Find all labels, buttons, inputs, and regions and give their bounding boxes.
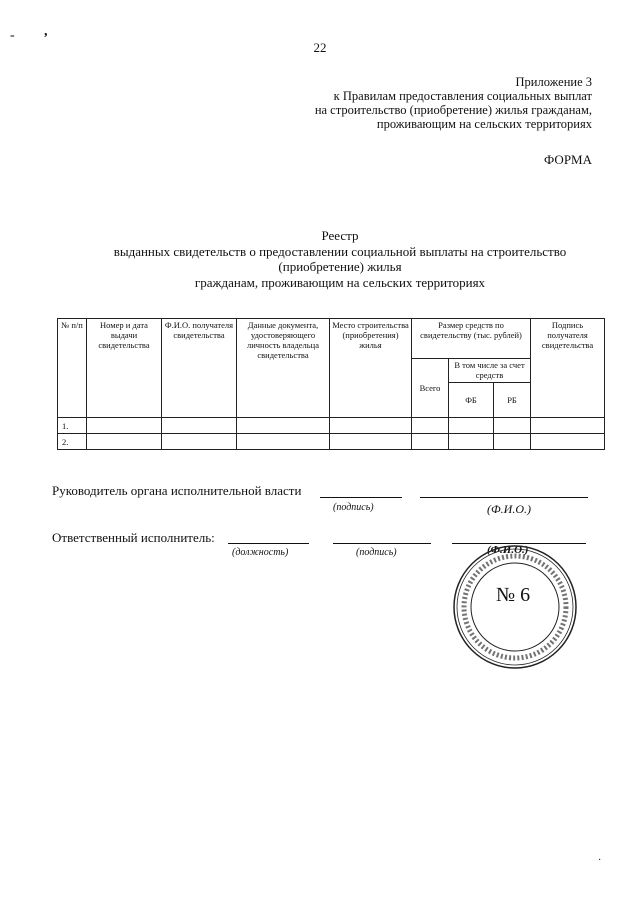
executor-sign-caption: (подпись)	[356, 547, 397, 558]
executor-position-line	[228, 543, 309, 544]
row-num: 2.	[58, 434, 87, 450]
table-cell	[330, 434, 412, 450]
registry-title-line: гражданам, проживающим на сельских территориях	[194, 274, 486, 290]
appendix-line: на строительство (приобретение) жилья гражданам,	[314, 103, 592, 117]
row-num: 1.	[58, 418, 87, 434]
head-signature-line	[320, 497, 402, 498]
scan-mark: ,	[44, 24, 48, 39]
registry-table	[57, 318, 605, 450]
header-including: В том числе за счет средств	[449, 359, 531, 383]
header-amount: Размер средств по свидетельству (тыс. рублей)	[412, 319, 531, 359]
registry-title-line: (приобретение) жилья	[278, 259, 402, 274]
table-cell	[87, 418, 162, 434]
official-stamp	[452, 544, 578, 670]
page-number: 22	[313, 40, 327, 55]
table-cell	[87, 434, 162, 450]
table-cell	[494, 434, 531, 450]
executor-label: Ответственный исполнитель:	[52, 530, 215, 545]
registry-title: Реестр	[321, 228, 359, 243]
header-place: Место строительства (приобретения) жилья	[330, 319, 412, 418]
scan-mark: -	[10, 28, 15, 43]
table-cell	[162, 434, 237, 450]
head-fio-line	[420, 497, 588, 498]
scan-mark: ·	[598, 855, 602, 866]
header-signature: Подпись получателя свидетельства	[531, 319, 605, 418]
header-num: № п/п	[58, 319, 87, 418]
table-cell	[449, 434, 494, 450]
table-cell	[531, 418, 605, 434]
table-row	[58, 418, 605, 434]
registry-title-block	[80, 228, 600, 290]
table-cell	[412, 418, 449, 434]
head-fio-caption: (Ф.И.О.)	[487, 502, 531, 516]
executor-signature-line	[333, 543, 431, 544]
table-cell	[531, 434, 605, 450]
table-cell	[237, 418, 330, 434]
stamp-number: № 6	[496, 584, 531, 606]
header-document: Данные документа, удостоверяющего личность владельца свидетельства	[237, 319, 330, 418]
executor-position-caption: (должность)	[232, 547, 289, 558]
table-cell	[330, 418, 412, 434]
appendix-header	[315, 75, 592, 131]
table-cell	[237, 434, 330, 450]
table-cell	[412, 434, 449, 450]
form-label: ФОРМА	[544, 152, 592, 167]
registry-title-line: выданных свидетельств о предоставлении социальной выплаты на строительство	[113, 243, 567, 259]
header-fio: Ф.И.О. получателя свидетельства	[162, 319, 237, 418]
header-total: Всего	[412, 359, 449, 418]
appendix-title: Приложение 3	[515, 75, 592, 89]
executor-fio-caption: (Ф.И.О.)	[487, 544, 529, 556]
header-rb: РБ	[494, 383, 531, 418]
header-fb: ФБ	[449, 383, 494, 418]
head-sign-caption: (подпись)	[333, 502, 374, 513]
table-row	[58, 434, 605, 450]
table-cell	[162, 418, 237, 434]
stamp-seal-icon	[452, 544, 578, 670]
header-number-date: Номер и дата выдачи свидетельства	[87, 319, 162, 418]
head-signature-label: Руководитель органа исполнительной власти	[52, 483, 302, 498]
table-cell	[449, 418, 494, 434]
appendix-line: к Правилам предоставления социальных выплат	[333, 89, 592, 103]
table-cell	[494, 418, 531, 434]
appendix-line: проживающим на сельских территориях	[376, 117, 592, 131]
